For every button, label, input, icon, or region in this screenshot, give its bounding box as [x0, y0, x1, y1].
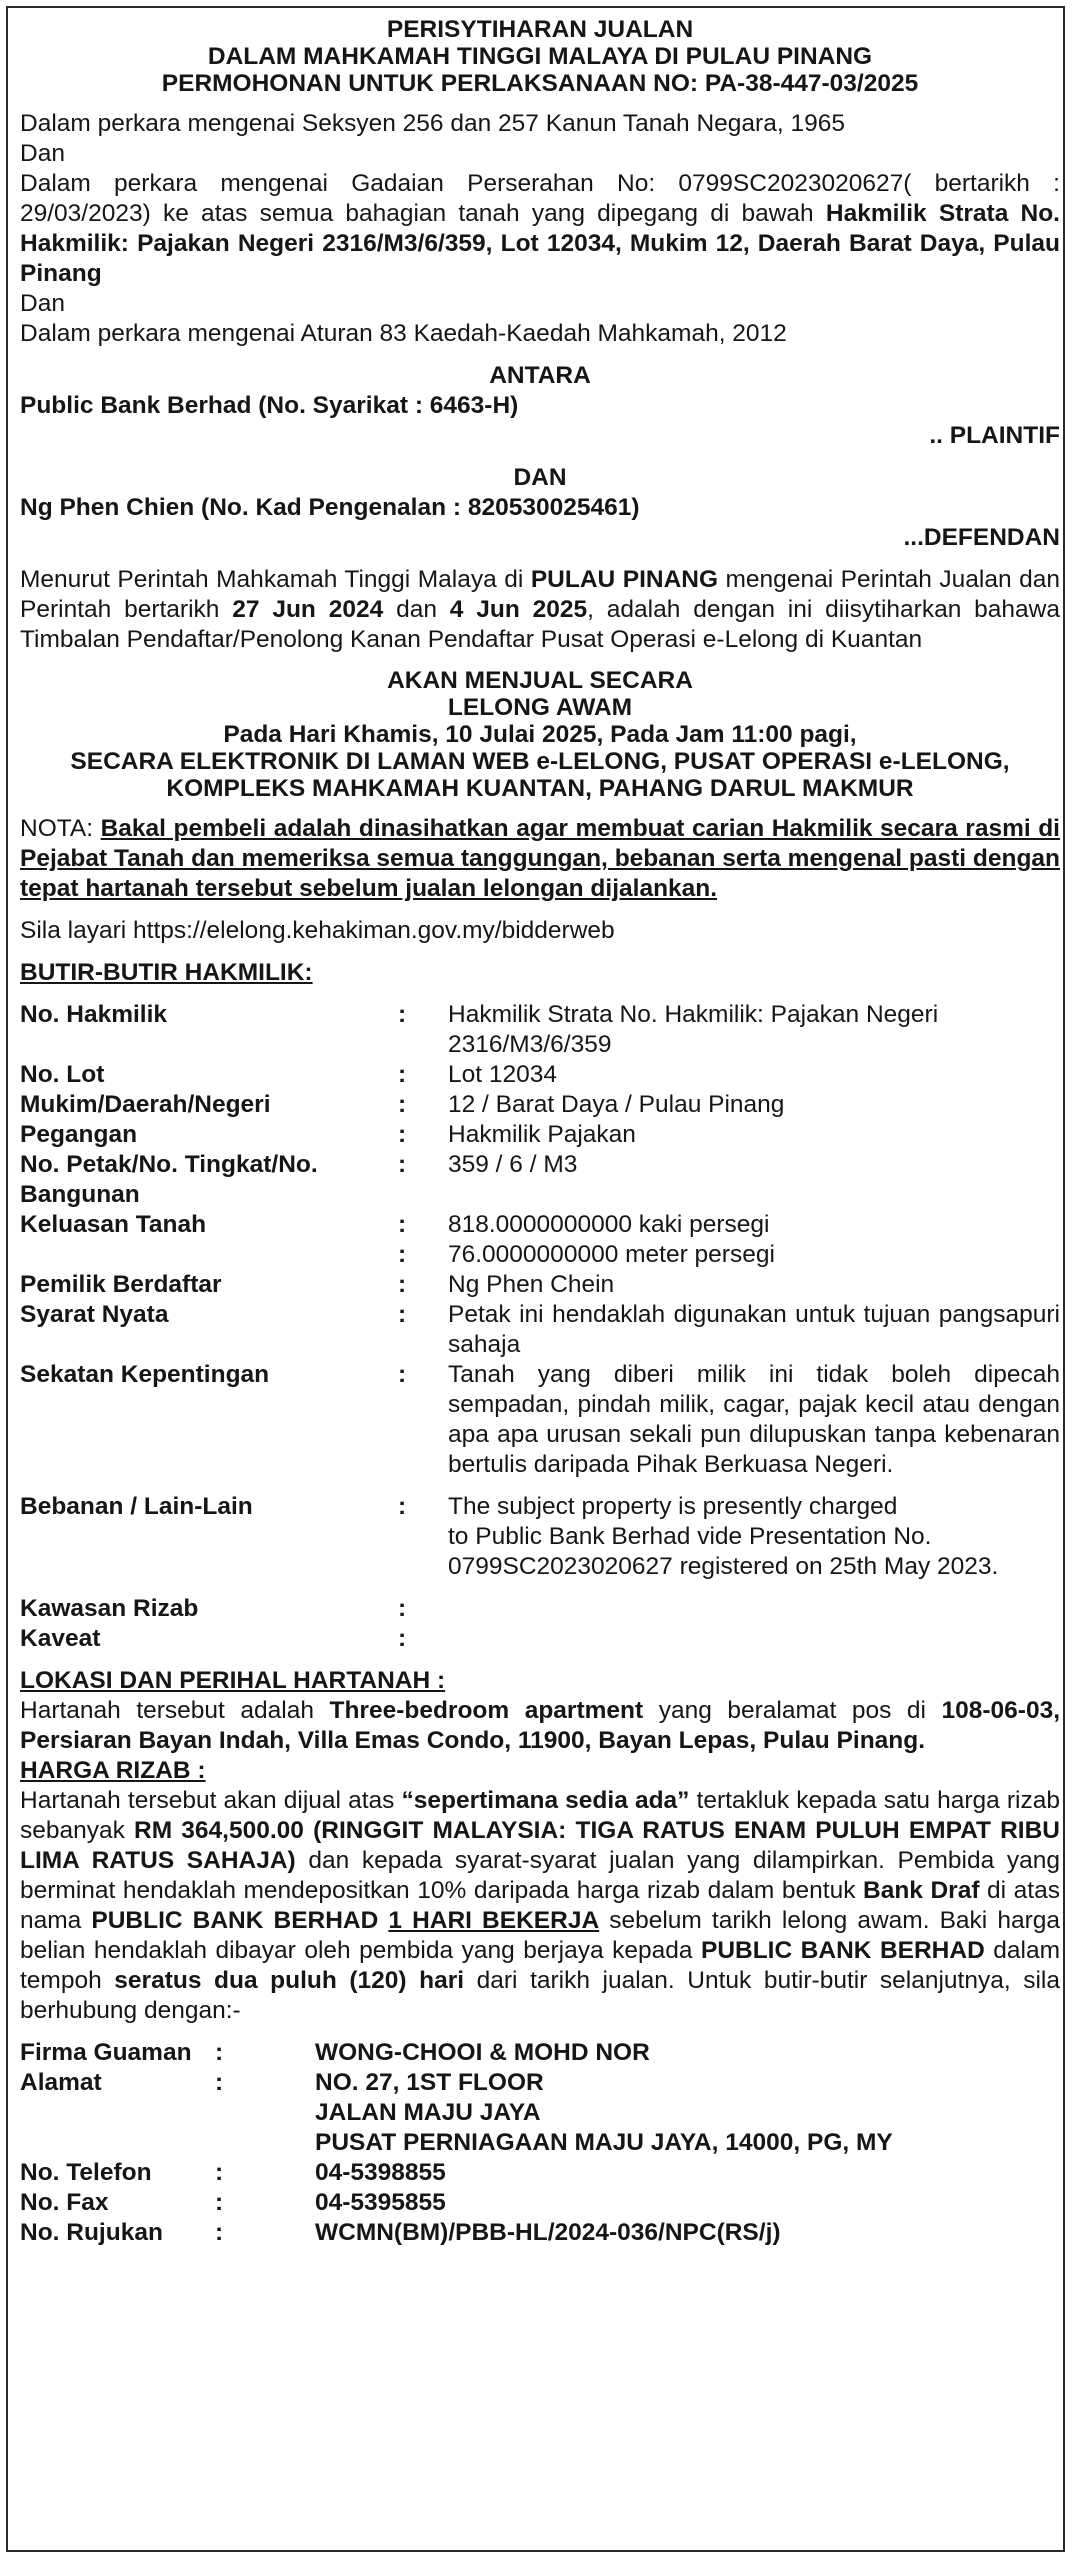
row-sekatan: Sekatan Kepentingan : Tanah yang diberi milik ini tidak boleh dipecah sempadan, pindah milik, cagar, pajak kecil atau dengan apa apa urusan sekali pun dilupuskan tanpa kebenaran bertulis daripada Pihak Berkuasa Negeri.: [20, 1361, 1060, 1478]
reserve-price-paragraph: Hartanah tersebut akan dijual atas “sepertimana sedia ada” tertakluk kepada satu harga rizab sebanyak RM 364,500.00 (RINGGIT MALAYSIA: TIGA RATUS ENAM PULUH EMPAT RIBU LIMA RATUS SAHAJA) dan kepada syarat-syarat jualan yang dilampirkan. Pembida yang berminat hendaklah mendepositkan 10% daripada harga rizab dalam bentuk Bank Draf di atas nama PUBLIC BANK BERHAD 1 HARI BEKERJA sebelum tarikh lelong awam. Baki harga belian hendaklah dibayar oleh pembida yang berjaya kepada PUBLIC BANK BERHAD dalam tempoh seratus dua puluh (120) hari dari tarikh jualan. Untuk butir-butir selanjutnya, sila berhubung dengan:-: [20, 1787, 1061, 2024]
auction-venue: SECARA ELEKTRONIK DI LAMAN WEB e-LELONG, PUSAT OPERASI e-LELONG,: [70, 748, 1010, 775]
row-keluasan-sqm: : 76.0000000000 meter persegi: [398, 1241, 775, 1268]
matter-land-code: Dalam perkara mengenai Seksyen 256 dan 257 Kanun Tanah Negara, 1965: [20, 110, 845, 137]
reserve-price-heading: HARGA RIZAB :: [20, 1757, 206, 1784]
contact-fax: No. Fax : 04-5395855: [20, 2189, 446, 2216]
court-name: DALAM MAHKAMAH TINGGI MALAYA DI PULAU PINANG: [207, 43, 873, 70]
location-paragraph: Hartanah tersebut adalah Three-bedroom apartment yang beralamat pos di 108-06-03, Persiaran Bayan Indah, Villa Emas Condo, 11900, Bayan Lepas, Pulau Pinang.: [20, 1697, 1061, 1754]
dan-separator: Dan: [20, 140, 65, 167]
row-pegangan: Pegangan : Hakmilik Pajakan: [20, 1121, 636, 1148]
contact-address: Alamat : NO. 27, 1ST FLOOR JALAN MAJU JAYA PUSAT PERNIAGAAN MAJU JAYA, 14000, PG, MY: [20, 2069, 893, 2156]
dan-separator: Dan: [20, 290, 65, 317]
auction-venue-location: KOMPLEKS MAHKAMAH KUANTAN, PAHANG DARUL MAKMUR: [166, 775, 914, 802]
auction-heading: AKAN MENJUAL SECARA: [387, 667, 693, 694]
application-number: PERMOHONAN UNTUK PERLAKSANAAN NO: PA-38-447-03/2025: [161, 70, 919, 97]
row-bebanan: Bebanan / Lain-Lain : The subject property is presently charged to Public Bank Berhad vide Presentation No. 0799SC2023020627 registered on 25th May 2023.: [20, 1493, 999, 1580]
notice-content: [20, 16, 1060, 2248]
row-no-lot: No. Lot : Lot 12034: [20, 1061, 557, 1088]
auction-date-time: Pada Hari Khamis, 10 Julai 2025, Pada Jam 11:00 pagi,: [223, 721, 857, 748]
title-reference: Hakmilik Strata No. Hakmilik: Pajakan Negeri 2316/M3/6/359, Lot 12034, Mukim 12, Daerah Barat Daya, Pulau Pinang: [20, 200, 1060, 287]
row-kaveat: Kaveat :: [20, 1625, 407, 1652]
court-order-paragraph: Menurut Perintah Mahkamah Tinggi Malaya di PULAU PINANG mengenai Perintah Jualan dan Perintah bertarikh 27 Jun 2024 dan 4 Jun 2025, adalah dengan ini diisytiharkan bahawa Timbalan Pendaftar/Penolong Kanan Pendaftar Pusat Operasi e-Lelong di Kuantan: [20, 566, 1060, 653]
defendant-role: ...DEFENDAN: [903, 524, 1060, 551]
matter-charge: Dalam perkara mengenai Gadaian Perserahan No: 0799SC2023020627( bertarikh : 29/03/2023) ke atas semua bahagian tanah yang dipegang di bawah Hakmilik Strata No. Hakmilik: Pajakan Negeri 2316/M3/6/359, Lot 12034, Mukim 12, Daerah Barat Daya, Pulau Pinang: [20, 170, 1060, 287]
title-particulars-heading: BUTIR-BUTIR HAKMILIK:: [20, 959, 313, 986]
location-heading: LOKASI DAN PERIHAL HARTANAH :: [20, 1667, 446, 1694]
matter-court-rules: Dalam perkara mengenai Aturan 83 Kaedah-Kaedah Mahkamah, 2012: [20, 320, 787, 347]
contact-firm: Firma Guaman : WONG-CHOOI & MOHD NOR: [20, 2039, 650, 2066]
row-mukim: Mukim/Daerah/Negeri : 12 / Barat Daya / Pulau Pinang: [20, 1091, 785, 1118]
website-link[interactable]: Sila layari https://elelong.kehakiman.gov.my/bidderweb: [20, 917, 615, 944]
defendant-name: Ng Phen Chien (No. Kad Pengenalan : 820530025461): [20, 494, 640, 521]
auction-type: LELONG AWAM: [447, 694, 633, 721]
antara-heading: ANTARA: [489, 362, 591, 389]
row-pemilik: Pemilik Berdaftar : Ng Phen Chein: [20, 1271, 615, 1298]
contact-phone: No. Telefon : 04-5398855: [20, 2159, 446, 2186]
row-syarat: Syarat Nyata : Petak ini hendaklah digunakan untuk tujuan pangsapuri sahaja: [20, 1301, 1060, 1358]
notice-title: PERISYTIHARAN JUALAN: [386, 16, 694, 43]
plaintiff-name: Public Bank Berhad (No. Syarikat : 6463-H): [20, 392, 519, 419]
row-keluasan-sqft: Keluasan Tanah : 818.0000000000 kaki persegi: [20, 1211, 770, 1238]
row-petak: No. Petak/No. Tingkat/No. Bangunan : 359 / 6 / M3: [20, 1151, 578, 1208]
buyer-note: NOTA: Bakal pembeli adalah dinasihatkan agar membuat carian Hakmilik secara rasmi di Pejabat Tanah dan memeriksa semua tanggungan, bebanan serta mengenal pasti dengan tepat hartanah tersebut sebelum jualan lelongan dijalankan.: [20, 815, 1060, 902]
plaintiff-role: .. PLAINTIF: [929, 422, 1060, 449]
dan-heading: DAN: [513, 464, 567, 491]
row-kawasan-rizab: Kawasan Rizab :: [20, 1595, 407, 1622]
row-no-hakmilik: No. Hakmilik : Hakmilik Strata No. Hakmilik: Pajakan Negeri 2316/M3/6/359: [20, 1001, 939, 1058]
contact-reference: No. Rujukan : WCMN(BM)/PBB-HL/2024-036/NPC(RS/j): [20, 2219, 781, 2246]
